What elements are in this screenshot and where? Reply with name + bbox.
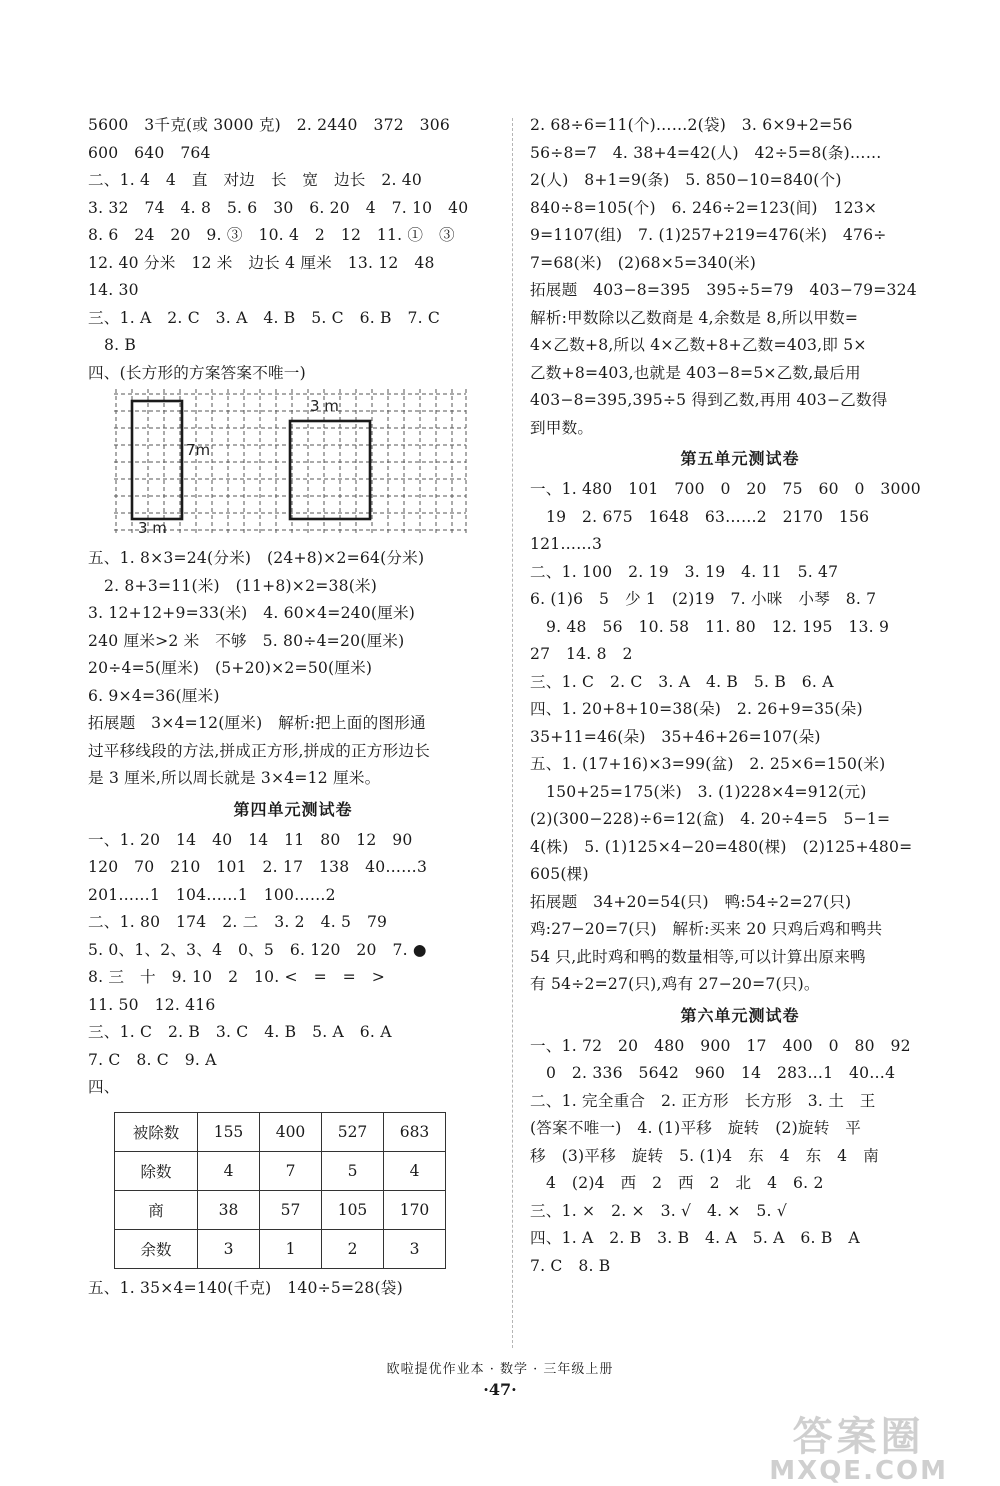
- answer-line: 8. 6 24 20 9. ③ 10. 4 2 12 11. ① ③: [88, 226, 455, 244]
- answer-line: 7=68(米) (2)68×5=340(米): [530, 253, 757, 272]
- answer-line: 54 只,此时鸡和鸭的数量相等,可以计算出原来鸭: [530, 947, 866, 966]
- answer-line: 一、1. 480 101 700 0 20 75 60 0 3000: [530, 480, 921, 498]
- answer-line: 五、1. (17+16)×3=99(盆) 2. 25×6=150(米): [530, 755, 886, 773]
- answer-line: 四、(长方形的方案答案不唯一): [88, 363, 306, 382]
- answer-line: 三、1. A 2. C 3. A 4. B 5. C 6. B 7. C: [88, 308, 441, 327]
- table-row: [115, 1190, 446, 1229]
- table-cell: 4: [198, 1151, 260, 1190]
- table-cell: 被除数: [115, 1112, 198, 1151]
- answer-line: 拓展题 34+20=54(只) 鸭:54÷2=27(只): [530, 892, 852, 911]
- answer-line: 5. 0、1、2、3、4 0、5 6. 120 20 7. ●: [88, 940, 427, 959]
- table-cell: 155: [198, 1112, 260, 1151]
- label-3m-top: 3 m: [310, 397, 339, 415]
- table-cell: 3: [384, 1229, 446, 1268]
- table-cell: 683: [384, 1112, 446, 1151]
- section-title-unit5: 第五单元测试卷: [680, 449, 800, 468]
- answer-line: 600 640 764: [88, 143, 211, 162]
- answer-line: 四、: [88, 1078, 120, 1096]
- answer-line: 五、1. 8×3=24(分米) (24+8)×2=64(分米): [88, 549, 425, 567]
- column-divider: [512, 118, 513, 1348]
- answer-line: 有 54÷2=27(只),鸡有 27−20=7(只)。: [530, 975, 820, 993]
- answer-line: 5600 3千克(或 3000 克) 2. 2440 372 306: [88, 116, 450, 134]
- table-cell: 1: [260, 1229, 322, 1268]
- answer-line: 120 70 210 101 2. 17 138 40……3: [88, 858, 428, 876]
- answer-line: 乙数+8=403,也就是 403−8=5×乙数,最后用: [530, 363, 861, 382]
- answer-line: 14. 30: [88, 281, 139, 299]
- answer-line: 4 (2)4 西 2 西 2 北 4 6. 2: [546, 1174, 824, 1192]
- answer-line: 二、1. 80 174 2. 二 3. 2 4. 5 79: [88, 913, 388, 931]
- answer-line: 四、1. A 2. B 3. B 4. A 5. A 6. B A: [530, 1229, 860, 1247]
- answer-line: 三、1. C 2. C 3. A 4. B 5. B 6. A: [530, 672, 834, 691]
- answer-line: 鸡:27−20=7(只) 解析:买来 20 只鸡后鸡和鸭共: [530, 920, 883, 938]
- grid-svg: [114, 389, 474, 539]
- answer-line: 12. 40 分米 12 米 边长 4 厘米 13. 12 48: [88, 253, 435, 272]
- answer-line: 三、1. × 2. × 3. √ 4. × 5. √: [530, 1201, 788, 1220]
- answer-line: 一、1. 20 14 40 14 11 80 12 90: [88, 830, 413, 849]
- table-cell: 余数: [115, 1229, 198, 1268]
- answers-unit6: [530, 1033, 950, 1281]
- answer-line: 二、1. 4 4 直 对边 长 宽 边长 2. 40: [88, 171, 423, 189]
- answer-line: 19 2. 675 1648 63……2 2170 156: [546, 507, 870, 526]
- table-cell: 400: [260, 1112, 322, 1151]
- square-shape: [290, 421, 370, 519]
- table-cell: 38: [198, 1190, 260, 1229]
- answer-line: 8. B: [104, 336, 137, 354]
- page-number: ·47·: [483, 1380, 517, 1399]
- answer-line: 移 (3)平移 旋转 5. (1)4 东 4 东 4 南: [530, 1146, 879, 1165]
- table-cell: 57: [260, 1190, 322, 1229]
- watermark-text-top: 答案圈: [792, 1414, 925, 1460]
- answer-line: 拓展题 403−8=395 395÷5=79 403−79=324: [530, 281, 917, 299]
- answer-line: 四、1. 20+8+10=38(朵) 2. 26+9=35(朵): [530, 700, 863, 718]
- answer-line: 4(株) 5. (1)125×4−20=480(棵) (2)125+480=: [530, 837, 913, 856]
- rectangle-3x7: [132, 401, 182, 519]
- answer-line: 27 14. 8 2: [530, 645, 633, 663]
- answer-line: 五、1. 35×4=140(千克) 140÷5=28(袋): [88, 1278, 403, 1297]
- answer-line: 2. 8+3=11(米) (11+8)×2=38(米): [104, 576, 378, 595]
- table-cell: 170: [384, 1190, 446, 1229]
- answer-line: (答案不唯一) 4. (1)平移 旋转 (2)旋转 平: [530, 1119, 862, 1137]
- table-row: [115, 1112, 446, 1151]
- answer-line: 6. 9×4=36(厘米): [88, 686, 220, 705]
- answer-line: 3. 12+12+9=33(米) 4. 60×4=240(厘米): [88, 604, 416, 622]
- answer-line: 拓展题 3×4=12(厘米) 解析:把上面的图形通: [88, 714, 426, 732]
- answer-line: 840÷8=105(个) 6. 246÷2=123(间) 123×: [530, 198, 878, 217]
- section-title-unit4: 第四单元测试卷: [233, 799, 353, 819]
- table-cell: 除数: [115, 1151, 198, 1190]
- answer-line: 201……1 104……1 100……2: [88, 885, 336, 904]
- watermark-logo: [769, 1405, 948, 1486]
- answers-unit5: [530, 476, 950, 999]
- answer-line: 一、1. 72 20 480 900 17 400 0 80 92: [530, 1036, 911, 1055]
- answer-line: 7. C 8. C 9. A: [88, 1050, 217, 1069]
- table-cell: 7: [260, 1151, 322, 1190]
- right-column: [530, 112, 950, 1280]
- answer-line: 240 厘米>2 米 不够 5. 80÷4=20(厘米): [88, 631, 405, 650]
- left-column: [88, 112, 498, 1302]
- division-table-wrap: [114, 1112, 498, 1269]
- section-title-unit6: 第六单元测试卷: [680, 1005, 800, 1025]
- table-row: [115, 1151, 446, 1190]
- answer-line: 35+11=46(朵) 35+46+26=107(朵): [530, 727, 821, 746]
- answers-unit3-part1: [88, 112, 498, 387]
- answer-line: 2(人) 8+1=9(条) 5. 850−10=840(个): [530, 171, 842, 189]
- answer-line: 2. 68÷6=11(个)……2(袋) 3. 6×9+2=56: [530, 116, 853, 134]
- answer-line: 56÷8=7 4. 38+4=42(人) 42÷5=8(条)……: [530, 143, 882, 162]
- answer-line: 二、1. 100 2. 19 3. 19 4. 11 5. 47: [530, 562, 839, 581]
- table-cell: 5: [322, 1151, 384, 1190]
- label-3m-bottom: 3 m: [138, 519, 167, 537]
- answer-line: 605(棵): [530, 865, 589, 883]
- answer-line: 到甲数。: [530, 418, 594, 437]
- answer-line: 121……3: [530, 535, 603, 553]
- table-row: [115, 1229, 446, 1268]
- answer-line: (2)(300−228)÷6=12(盒) 4. 20÷4=5 5−1=: [530, 810, 891, 828]
- table-cell: 4: [384, 1151, 446, 1190]
- table-cell: 3: [198, 1229, 260, 1268]
- answer-line: 8. 三 十 9. 10 2 10. < = = >: [88, 968, 385, 986]
- watermark-text-bottom: MXQE.COM: [769, 1456, 948, 1486]
- table-cell: 527: [322, 1112, 384, 1151]
- answer-line: 9. 48 56 10. 58 11. 80 12. 195 13. 9: [546, 617, 890, 636]
- answer-line: 6. (1)6 5 少 1 (2)19 7. 小咪 小琴 8. 7: [530, 590, 877, 608]
- answer-line: 解析:甲数除以乙数商是 4,余数是 8,所以甲数=: [530, 308, 859, 327]
- answer-line: 150+25=175(米) 3. (1)228×4=912(元): [546, 782, 867, 801]
- answer-line: 3. 32 74 4. 8 5. 6 30 6. 20 4 7. 10 40: [88, 198, 469, 217]
- dotted-grid-diagram: [114, 389, 474, 539]
- answer-line: 4×乙数+8,所以 4×乙数+8+乙数=403,即 5×: [530, 336, 867, 354]
- answer-line: 是 3 厘米,所以周长就是 3×4=12 厘米。: [88, 769, 381, 787]
- answers-unit3-part2: [88, 545, 498, 793]
- answers-unit4-cont: [530, 112, 950, 442]
- table-cell: 2: [322, 1229, 384, 1268]
- answer-line: 7. C 8. B: [530, 1256, 611, 1275]
- book-title-footer: 欧啦提优作业本 · 数学 · 三年级上册: [386, 1362, 614, 1377]
- answers-unit4-part5: [88, 1275, 498, 1303]
- division-table: [114, 1112, 446, 1269]
- answer-line: 9=1107(组) 7. (1)257+219=476(米) 476÷: [530, 226, 887, 244]
- answer-line: 20÷4=5(厘米) (5+20)×2=50(厘米): [88, 659, 373, 677]
- answer-line: 0 2. 336 5642 960 14 283…1 40…4: [546, 1064, 896, 1082]
- answer-line: 过平移线段的方法,拼成正方形,拼成的正方形边长: [88, 741, 430, 760]
- label-7m: 7m: [186, 441, 211, 459]
- answers-unit4: [88, 827, 498, 1102]
- table-cell: 105: [322, 1190, 384, 1229]
- answer-line: 三、1. C 2. B 3. C 4. B 5. A 6. A: [88, 1023, 392, 1041]
- table-cell: 商: [115, 1190, 198, 1229]
- answer-line: 二、1. 完全重合 2. 正方形 长方形 3. 土 王: [530, 1091, 876, 1110]
- answer-line: 403−8=395,395÷5 得到乙数,再用 403−乙数得: [530, 391, 888, 409]
- answer-line: 11. 50 12. 416: [88, 995, 216, 1014]
